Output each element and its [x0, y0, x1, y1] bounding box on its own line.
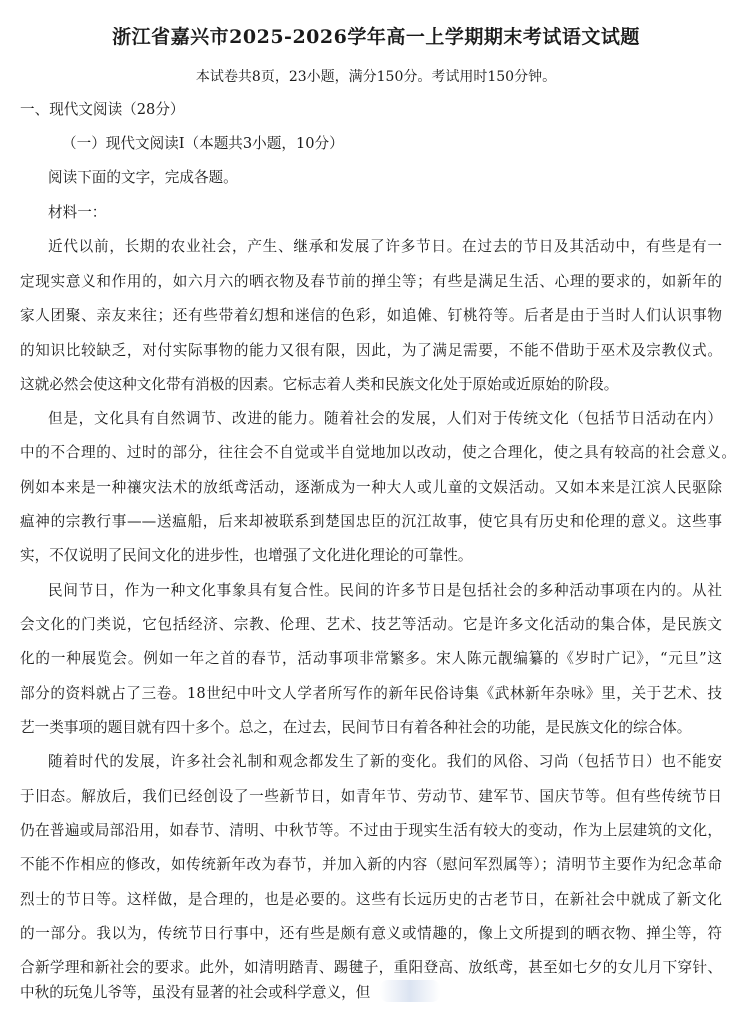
section-heading: 一、现代文阅读（28分）: [20, 101, 185, 118]
text-line: 实，不仅说明了民间文化的进步性，也增强了文化进化理论的可靠性。: [20, 547, 473, 564]
document-title: 浙江省嘉兴市2025-2026学年高一上学期期末考试语文试题: [112, 26, 640, 48]
text-line: 但是，文化具有自然调节、改进的能力。随着社会的发展，人们对于传统文化（包括节日活动在内）: [48, 410, 722, 427]
text-line: 民间节日，作为一种文化事象具有复合性。民间的许多节日是包括社会的多种活动事项在内的。从社: [48, 582, 722, 599]
instruction: 阅读下面的文字，完成各题。: [48, 169, 238, 186]
text-line: 近代以前，长期的农业社会，产生、继承和发展了许多节日。在过去的节日及其活动中，有些是有一: [48, 238, 722, 255]
text-line: 合新学理和新社会的要求。此外，如清明踏青、踢毽子，重阳登高、放纸鸢，甚至如七夕的女儿月下穿针、: [20, 959, 722, 976]
loading-fade-overlay: [380, 980, 440, 1002]
text-line: 不能不作相应的修改，如传统新年改为春节，并加入新的内容（慰问军烈属等）；清明节主要作为纪念革命: [20, 856, 722, 873]
text-line: 艺一类事项的题目就有四十多个。总之，在过去，民间节日有着各种社会的功能，是民族文化的综合体。: [20, 719, 692, 736]
text-line: 仍在普遍或局部沿用，如春节、清明、中秋节等。不过由于现实生活有较大的变动，作为上层建筑的文化，: [20, 822, 722, 839]
text-line: 中的不合理的、过时的部分，往往会不自觉或半自觉地加以改动，使之合理化，使之具有较高的社会意义。: [20, 444, 736, 461]
text-line: 这就必然会使这种文化带有消极的因素。它标志着人类和民族文化处于原始或近原始的阶段。: [20, 376, 619, 393]
text-line: 家人团聚、亲友来往；还有些带着幻想和迷信的色彩，如追傩、钉桃符等。后者是由于当时人们认识事物: [20, 307, 722, 324]
text-line: 于旧态。解放后，我们已经创设了一些新节日，如青年节、劳动节、建军节、国庆节等。但有些传统节日: [20, 788, 722, 805]
text-line: 随着时代的发展，许多社会礼制和观念都发生了新的变化。我们的风俗、习尚（包括节日）也不能安: [48, 753, 722, 770]
text-line: 定现实意义和作用的，如六月六的晒衣物及春节前的掸尘等；有些是满足生活、心理的要求的，如新年的: [20, 273, 722, 290]
text-line: 化的一种展览会。例如一年之首的春节，活动事项非常繁多。宋人陈元靓编纂的《岁时广记》，“元旦”这: [20, 650, 722, 667]
text-line: 部分的资料就占了三卷。18世纪中叶文人学者所写作的新年民俗诗集《武林新年杂咏》里，关于艺术、技: [20, 685, 722, 702]
text-line: 烈士的节日等。这样做，是合理的，也是必要的。这些有长远历史的古老节日，在新社会中就成了新文化: [20, 891, 722, 908]
exam-info: 本试卷共8页，23小题，满分150分。考试用时150分钟。: [195, 69, 557, 85]
text-line: 中秋的玩兔儿爷等，虽没有显著的社会或科学意义，但: [20, 984, 371, 1001]
text-line: 的知识比较缺乏，对付实际事物的能力又很有限，因此，为了满足需要，不能不借助于巫术及宗教仪式。: [20, 342, 722, 359]
material-label: 材料一：: [48, 204, 107, 221]
text-line: 的一部分。我以为，传统节日行事中，还有些是颇有意义或情趣的，像上文所提到的晒衣物、掸尘等，符: [20, 925, 722, 942]
text-line: 会文化的门类说，它包括经济、宗教、伦理、艺术、技艺等活动。它是许多文化活动的集合体，是民族文: [20, 616, 722, 633]
text-line: 例如本来是一种禳灾法术的放纸鸢活动，逐渐成为一种大人或儿童的文娱活动。又如本来是江滨人民驱除: [20, 479, 722, 496]
subsection-heading: （一）现代文阅读Ⅰ（本题共3小题，10分）: [62, 135, 344, 152]
text-line: 瘟神的宗教行事——送瘟船，后来却被联系到楚国忠臣的沉江故事，使它具有历史和伦理的意义。这些事: [20, 513, 722, 530]
